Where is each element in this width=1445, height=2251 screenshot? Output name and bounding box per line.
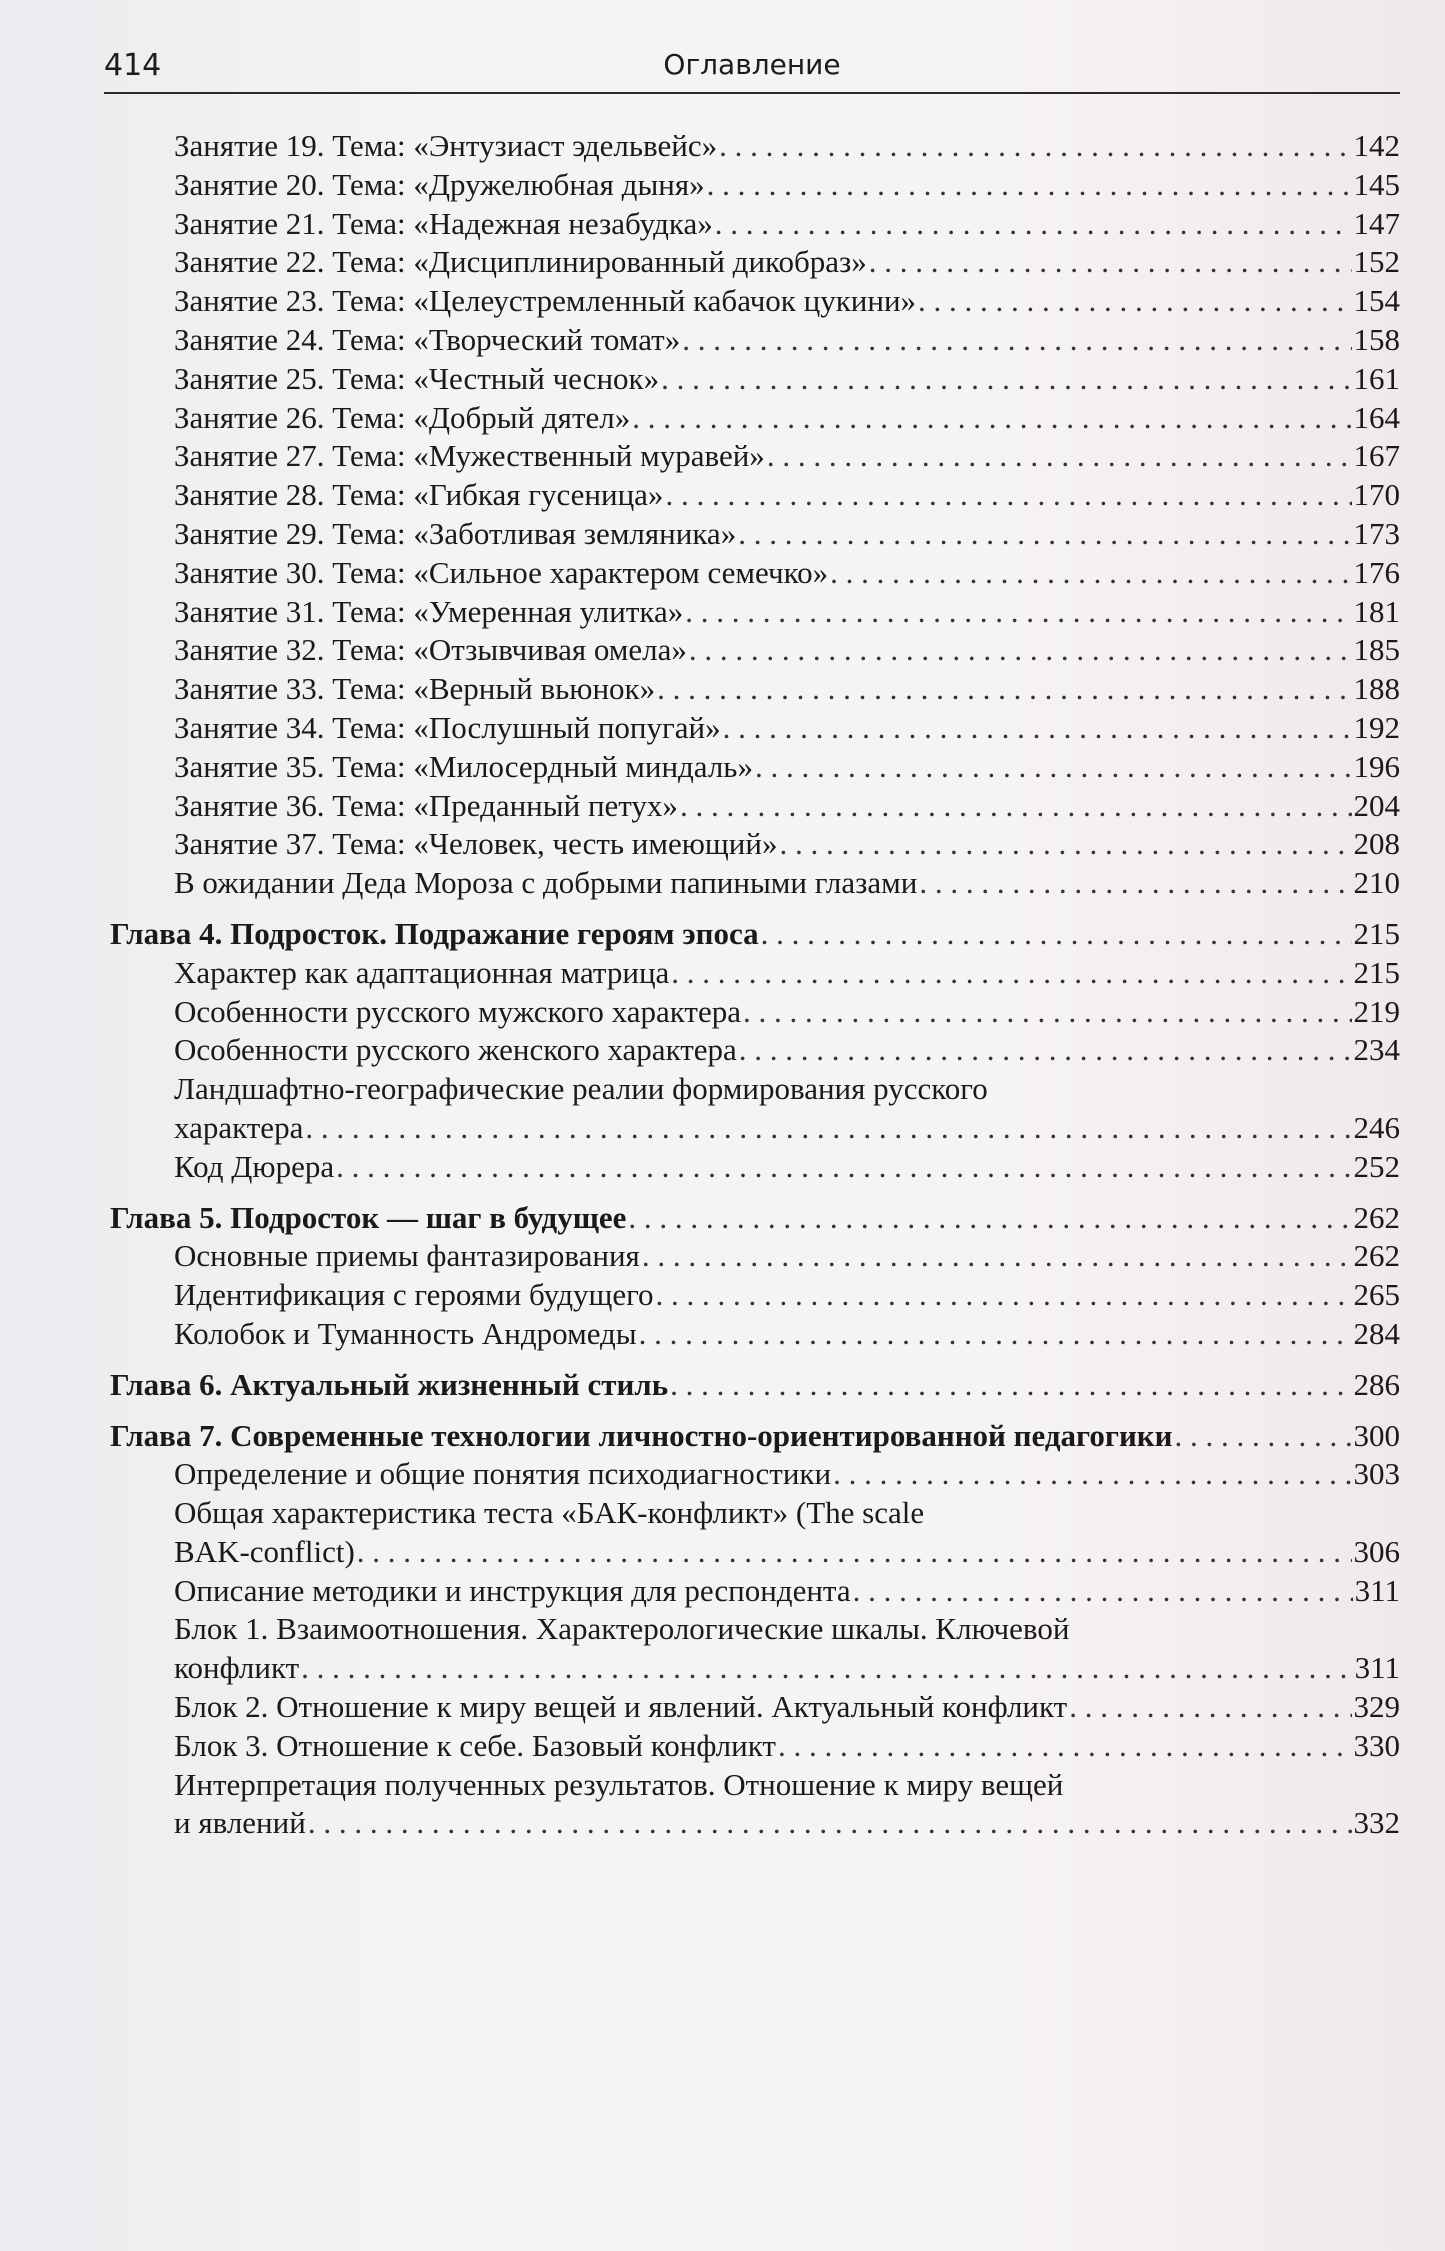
toc-page-number: 170 <box>1353 477 1400 513</box>
toc-entry-title: Занятие 24. Тема: «Творческий томат» <box>174 321 681 357</box>
toc-page-number: 185 <box>1353 632 1400 668</box>
toc-entry <box>104 709 1400 748</box>
toc-page-number: 265 <box>1353 1277 1400 1313</box>
dot-leader <box>632 399 1351 438</box>
toc-chapter-entry <box>104 1366 1400 1405</box>
toc-page-number: 306 <box>1353 1533 1400 1569</box>
dot-leader <box>918 282 1351 321</box>
dot-leader <box>639 1315 1352 1354</box>
toc-page-number: 262 <box>1353 1199 1400 1235</box>
running-title: Оглавление <box>663 48 841 81</box>
toc-entry <box>104 954 1400 993</box>
toc-page-number: 234 <box>1353 1032 1400 1068</box>
toc-entry <box>104 282 1400 321</box>
toc-entry-title: Занятие 23. Тема: «Целеустремленный кабачок цукини» <box>174 283 917 319</box>
toc-entry-title: Интерпретация полученных результатов. Отношение к миру вещей <box>174 1766 1064 1802</box>
toc-entry-title: Глава 6. Актуальный жизненный стиль <box>110 1366 669 1402</box>
table-of-contents <box>104 127 1400 1843</box>
dot-leader <box>628 1199 1351 1238</box>
toc-entry <box>104 670 1400 709</box>
dot-leader <box>767 437 1352 476</box>
toc-page-number: 152 <box>1353 244 1400 280</box>
dot-leader <box>778 1727 1352 1766</box>
toc-entry-title: Занятие 25. Тема: «Честный чеснок» <box>174 360 660 396</box>
toc-entry <box>104 1455 1400 1494</box>
dot-leader <box>869 243 1352 282</box>
toc-entry <box>104 864 1400 903</box>
dot-leader <box>761 915 1352 954</box>
toc-entry <box>104 1610 1400 1688</box>
toc-page-number: 215 <box>1353 954 1400 990</box>
toc-entry-title: Занятие 36. Тема: «Преданный петух» <box>174 787 678 823</box>
dot-leader <box>305 1109 1351 1148</box>
toc-page-number: 147 <box>1353 205 1400 241</box>
page-number: 414 <box>104 48 162 83</box>
toc-entry-title: Занятие 28. Тема: «Гибкая гусеница» <box>174 477 664 513</box>
toc-entry-title: Занятие 33. Тема: «Верный вьюнок» <box>174 671 656 707</box>
toc-page-number: 142 <box>1353 128 1400 163</box>
toc-chapter-entry <box>104 1417 1400 1456</box>
toc-page-number: 181 <box>1353 593 1400 629</box>
toc-entry-title: Занятие 20. Тема: «Дружелюбная дыня» <box>174 166 705 202</box>
dot-leader <box>755 748 1352 787</box>
toc-page-number: 262 <box>1353 1238 1400 1274</box>
toc-entry-title: Занятие 34. Тема: «Послушный попугай» <box>174 709 721 745</box>
toc-page-number: 219 <box>1353 993 1400 1029</box>
toc-entry-title: Занятие 27. Тема: «Мужественный муравей» <box>174 438 765 474</box>
dot-leader <box>743 993 1352 1032</box>
toc-chapter-entry <box>104 1199 1400 1238</box>
dot-leader <box>336 1148 1351 1187</box>
dot-leader <box>723 709 1352 748</box>
toc-page-number: 208 <box>1353 826 1400 862</box>
dot-leader <box>671 954 1351 993</box>
toc-entry <box>104 1148 1400 1187</box>
dot-leader <box>670 1366 1351 1405</box>
toc-entry-title: Особенности русского женского характера <box>174 1032 737 1068</box>
toc-page-number: 173 <box>1353 515 1400 551</box>
toc-entry-title: Занятие 29. Тема: «Заботливая земляника» <box>174 515 737 551</box>
dot-leader <box>682 321 1351 360</box>
toc-entry-title: Идентификация с героями будущего <box>174 1277 654 1313</box>
toc-entry <box>104 1031 1400 1070</box>
toc-entry-title: Занятие 22. Тема: «Дисциплинированный дикобраз» <box>174 244 867 280</box>
toc-entry <box>104 993 1400 1032</box>
toc-page-number: 311 <box>1354 1572 1400 1608</box>
toc-entry <box>104 399 1400 438</box>
toc-entry <box>104 1572 1400 1611</box>
toc-entry-title: Ландшафтно-географические реалии формирования русского <box>174 1071 988 1107</box>
toc-page-number: 164 <box>1353 399 1400 435</box>
toc-page-number: 246 <box>1353 1109 1400 1145</box>
toc-entry-title: Занятие 19. Тема: «Энтузиаст эдельвейс» <box>174 128 718 163</box>
dot-leader <box>738 515 1351 554</box>
toc-page-number: 154 <box>1353 283 1400 319</box>
toc-entry-title-continuation: и явлений <box>174 1805 306 1841</box>
toc-page-number: 176 <box>1353 554 1400 590</box>
toc-entry-title: Занятие 37. Тема: «Человек, честь имеющий» <box>174 826 778 862</box>
toc-entry <box>104 825 1400 864</box>
toc-entry <box>104 1688 1400 1727</box>
toc-entry-title: Занятие 32. Тема: «Отзывчивая омела» <box>174 632 687 668</box>
dot-leader <box>707 166 1352 205</box>
dot-leader <box>719 127 1351 166</box>
dot-leader <box>1175 1417 1352 1456</box>
dot-leader <box>779 825 1351 864</box>
toc-entry <box>104 1766 1400 1844</box>
toc-entry <box>104 437 1400 476</box>
dot-leader <box>830 554 1351 593</box>
toc-entry-title: В ожидании Деда Мороза с добрыми папиными глазами <box>174 865 918 901</box>
toc-page-number: 192 <box>1353 709 1400 745</box>
dot-leader <box>657 670 1351 709</box>
toc-page-number: 303 <box>1353 1456 1400 1492</box>
toc-entry-title: Занятие 26. Тема: «Добрый дятел» <box>174 399 631 435</box>
dot-leader <box>642 1237 1352 1276</box>
toc-entry <box>104 360 1400 399</box>
dot-leader <box>715 205 1352 244</box>
toc-page-number: 329 <box>1353 1689 1400 1725</box>
dot-leader <box>357 1533 1352 1572</box>
toc-entry <box>104 1070 1400 1148</box>
toc-entry-title: Описание методики и инструкция для респондента <box>174 1572 851 1608</box>
toc-entry <box>104 554 1400 593</box>
toc-entry-title: Код Дюрера <box>174 1148 335 1184</box>
toc-entry <box>104 1494 1400 1572</box>
toc-entry-title: Занятие 35. Тема: «Милосердный миндаль» <box>174 748 753 784</box>
toc-entry-title: Колобок и Туманность Андромеды <box>174 1315 637 1351</box>
dot-leader <box>656 1276 1352 1315</box>
toc-page-number: 196 <box>1353 748 1400 784</box>
toc-entry-title: Занятие 21. Тема: «Надежная незабудка» <box>174 205 713 241</box>
toc-page-number: 311 <box>1354 1650 1400 1686</box>
toc-entry <box>104 787 1400 826</box>
dot-leader <box>661 360 1351 399</box>
toc-entry-title: Глава 5. Подросток — шаг в будущее <box>110 1199 627 1235</box>
toc-entry-title: Основные приемы фантазирования <box>174 1238 640 1274</box>
toc-page-number: 188 <box>1353 671 1400 707</box>
toc-page-number: 330 <box>1353 1727 1400 1763</box>
toc-entry-title: Блок 1. Взаимоотношения. Характерологические шкалы. Ключевой <box>174 1611 1070 1647</box>
toc-page-number: 204 <box>1353 787 1400 823</box>
dot-leader <box>689 631 1352 670</box>
toc-page-number: 210 <box>1353 865 1400 901</box>
toc-page-number: 252 <box>1353 1148 1400 1184</box>
toc-entry-title: Занятие 30. Тема: «Сильное характером семечко» <box>174 554 829 590</box>
toc-entry <box>104 1727 1400 1766</box>
dot-leader <box>308 1804 1352 1843</box>
dot-leader <box>1069 1688 1351 1727</box>
toc-entry-title-continuation: BAK-conflict) <box>174 1533 355 1569</box>
page-header <box>104 42 1400 94</box>
toc-entry <box>104 631 1400 670</box>
dot-leader <box>685 593 1351 632</box>
toc-entry <box>104 166 1400 205</box>
toc-page-number: 332 <box>1353 1805 1400 1841</box>
toc-entry-title: Глава 7. Современные технологии личностно-ориентированной педагогики <box>110 1417 1173 1453</box>
toc-entry <box>104 321 1400 360</box>
toc-entry-title: Блок 2. Отношение к миру вещей и явлений. Актуальный конфликт <box>174 1689 1068 1725</box>
toc-entry <box>104 205 1400 244</box>
toc-page-number: 161 <box>1353 360 1400 396</box>
toc-entry <box>104 1237 1400 1276</box>
toc-entry-title-continuation: конфликт <box>174 1650 300 1686</box>
toc-page-number: 286 <box>1353 1366 1400 1402</box>
toc-entry-title: Характер как адаптационная матрица <box>174 954 670 990</box>
dot-leader <box>739 1031 1352 1070</box>
dot-leader <box>680 787 1352 826</box>
toc-entry <box>104 1276 1400 1315</box>
toc-entry-title: Глава 4. Подросток. Подражание героям эпоса <box>110 915 759 951</box>
toc-entry-title-continuation: характера <box>174 1109 304 1145</box>
toc-page-number: 145 <box>1353 166 1400 202</box>
toc-entry <box>104 1315 1400 1354</box>
dot-leader <box>919 864 1351 903</box>
dot-leader <box>853 1572 1353 1611</box>
toc-entry-title: Особенности русского мужского характера <box>174 993 741 1029</box>
toc-entry <box>104 593 1400 632</box>
toc-page-number: 158 <box>1353 321 1400 357</box>
toc-page-number: 215 <box>1353 915 1400 951</box>
toc-entry-title: Определение и общие понятия психодиагностики <box>174 1456 832 1492</box>
toc-entry-title: Занятие 31. Тема: «Умеренная улитка» <box>174 593 684 629</box>
toc-entry <box>104 127 1400 166</box>
toc-page-number: 300 <box>1353 1417 1400 1453</box>
toc-entry-title: Блок 3. Отношение к себе. Базовый конфликт <box>174 1727 776 1763</box>
toc-chapter-entry <box>104 915 1400 954</box>
dot-leader <box>665 476 1351 515</box>
toc-entry <box>104 748 1400 787</box>
toc-page-number: 284 <box>1353 1315 1400 1351</box>
toc-entry <box>104 243 1400 282</box>
toc-entry <box>104 515 1400 554</box>
toc-entry-title: Общая характеристика теста «БАК-конфликт» (The scale <box>174 1495 925 1531</box>
toc-entry <box>104 476 1400 515</box>
toc-page-number: 167 <box>1353 438 1400 474</box>
dot-leader <box>833 1455 1351 1494</box>
dot-leader <box>301 1649 1352 1688</box>
